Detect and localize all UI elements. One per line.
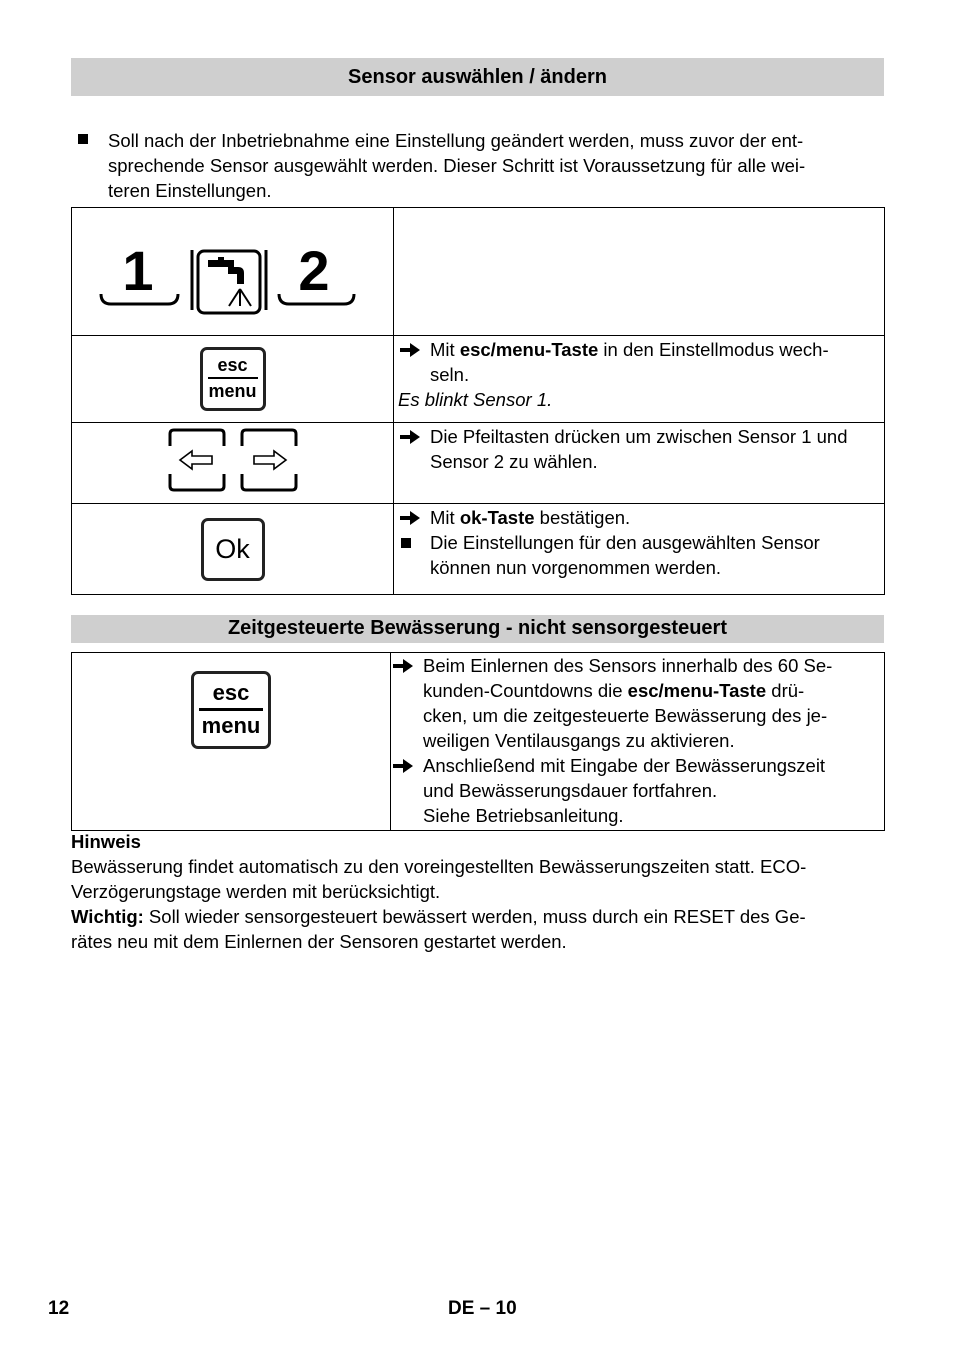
section-title-sensor: Sensor auswählen / ändern: [71, 58, 884, 96]
step-esc-description: Mit esc/menu-Taste in den Einstellmodus wech- seln. Es blinkt Sensor 1.: [394, 336, 885, 423]
important-line: rätes neu mit dem Einlernen der Sensoren gestartet werden.: [71, 931, 567, 952]
esc-menu-key-cell: [72, 653, 391, 831]
arrow-right-icon: [391, 757, 415, 775]
page-label: DE – 10: [448, 1298, 517, 1319]
note-line: Bewässerung findet automatisch zu den voreingestellten Bewässerungszeiten statt. ECO-: [71, 856, 807, 877]
ok-key-cell: [72, 504, 394, 595]
empty-cell: [394, 208, 885, 336]
note-block: [71, 829, 891, 954]
arrow-keys-cell: [72, 423, 394, 504]
intro-line: sprechende Sensor ausgewählt werden. Dieser Schritt ist Voraussetzung für alle wei-: [108, 155, 806, 176]
intro-paragraph: [108, 128, 888, 203]
timed-irrigation-description: Beim Einlernen des Sensors innerhalb des 60 Se- kunden-Countdowns die esc/menu-Taste drü- cken, um die zeitgesteuerte Bewässerung des je- weiligen Ventilausgangs zu aktivieren. Anschließend mit Eingabe der Bewässerungszeit und Bewässerungsdauer fortfahren. Siehe Betriebsanleitung.: [391, 653, 885, 831]
esc-menu-key-icon: esc menu: [191, 671, 271, 749]
bullet-square: [401, 538, 411, 548]
page-number: 12: [48, 1298, 70, 1319]
section-title-timed-irrigation: Zeitgesteuerte Bewässerung - nicht sensorgesteuert: [71, 615, 884, 643]
sensor-1-digit: 1: [121, 238, 154, 302]
sensor-steps-table: [71, 207, 885, 595]
intro-line: teren Einstellungen.: [108, 180, 272, 201]
step-ok-description: Mit ok-Taste bestätigen. Die Einstellungen für den ausgewählten Sensor können nun vorgenommen werden.: [394, 504, 885, 595]
ok-key-icon: Ok: [201, 518, 265, 581]
bullet-square: [78, 134, 88, 144]
arrow-right-icon: [398, 341, 422, 359]
display-cell: [72, 208, 394, 336]
step-arrows-description: Die Pfeiltasten drücken um zwischen Sensor 1 und Sensor 2 zu wählen.: [394, 423, 885, 504]
timed-irrigation-table: [71, 652, 885, 831]
sensor-2-digit: 2: [297, 238, 330, 302]
arrow-right-icon: [398, 428, 422, 446]
step-note: Es blinkt Sensor 1.: [398, 389, 553, 410]
sensor-display-icon: [98, 214, 368, 324]
note-heading: Hinweis: [71, 831, 141, 852]
arrow-keys-icon: [166, 428, 300, 492]
note-line: Verzögerungstage werden mit berücksichtigt.: [71, 881, 441, 902]
important-line: Wichtig: Soll wieder sensorgesteuert bewässert werden, muss durch ein RESET des Ge-: [71, 906, 806, 927]
arrow-right-icon: [391, 657, 415, 675]
arrow-right-icon: [398, 509, 422, 527]
esc-menu-key-icon: esc menu: [200, 347, 266, 411]
intro-line: Soll nach der Inbetriebnahme eine Einstellung geändert werden, muss zuvor der ent-: [108, 130, 804, 151]
esc-menu-key-cell: [72, 336, 394, 423]
